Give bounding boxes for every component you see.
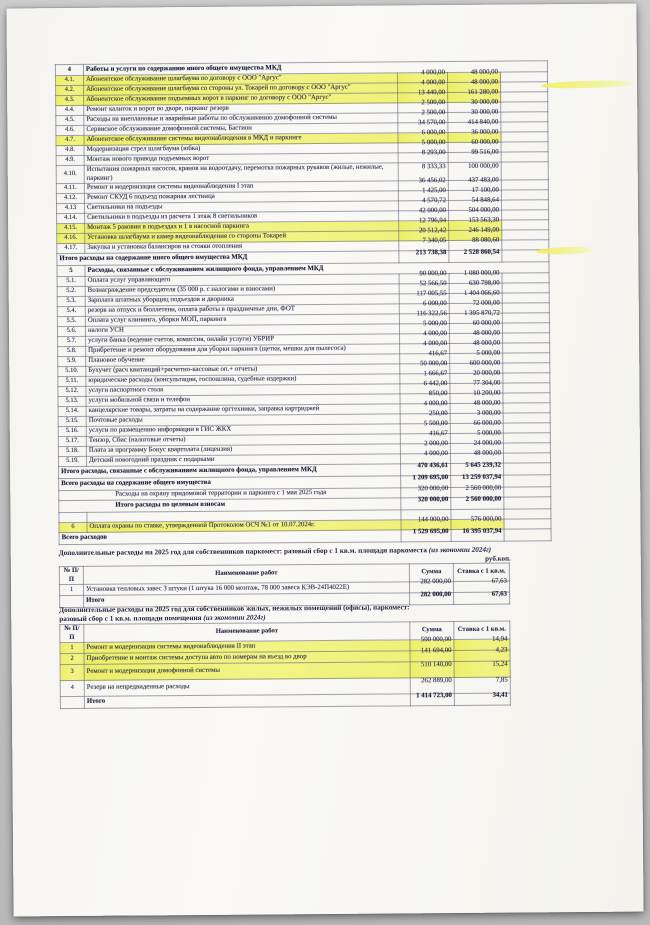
empty-cell [502, 220, 549, 230]
work-description: Бухучет (расч квитанций+расчетно-кассовые оп.+ отчеты) [86, 364, 400, 376]
work-description: услуги по размещению информации в ГИС ЖКХ [86, 424, 400, 436]
work-description: Монтаж нового привода подъемных ворот [84, 153, 398, 165]
work-description: канцелярские товары, затраты на содержание оргтехники, заправка картриджей [86, 404, 400, 416]
empty-cell [502, 273, 549, 283]
sum-cell: 141 694,00 [410, 651, 454, 662]
sum-cell: 510 140,00 [410, 662, 454, 678]
row-number: 5.10. [58, 367, 86, 377]
monthly-sum-cell: 416,67 [400, 354, 450, 364]
row-number: 5.9. [58, 357, 86, 367]
empty-cell [503, 363, 550, 373]
row-number: 5 [57, 266, 85, 277]
total-label: Итого расходы, связанные с обслуживанием жилищного фонда, управлением МКД [59, 464, 401, 479]
empty-cell [502, 323, 549, 333]
work-description: резерв на отпуск и бюллетени, оплата работы в праздничные дни, ФОТ [85, 304, 399, 316]
column-header: № П/П [60, 624, 84, 642]
row-number: 5.7. [58, 337, 86, 347]
monthly-sum-cell: 250,00 [400, 414, 450, 424]
monthly-sum-cell: 20 512,42 [399, 231, 449, 241]
empty-cell [502, 210, 549, 220]
sum-cell: 282 000,00 [409, 582, 453, 593]
monthly-sum-cell: 5 500,00 [400, 424, 450, 434]
empty-cell [501, 132, 548, 142]
monthly-sum-cell: 320 000,00 [401, 498, 451, 510]
monthly-sum-cell: 116 322,56 [399, 314, 449, 324]
yearly-sum-cell: 36 000,00 [448, 132, 501, 142]
table-a-title: Дополнительные расходы на 2025 год для собственников паркомест: разовый сбор с 1 кв.м. площади паркоместа (из экономии 2024г) [58, 545, 492, 558]
empty-cell [501, 112, 548, 122]
yearly-sum-cell: 48 000,00 [450, 343, 503, 353]
work-description: Светильники на подъезды [84, 201, 398, 213]
yearly-sum-cell: 5 000,00 [450, 433, 503, 443]
yearly-sum-cell: 88 080,60 [449, 240, 502, 250]
work-description: услуги банка (ведение счетов, комиссия, онлайн услуги) УБРИР [86, 334, 400, 346]
yearly-sum-cell: 153 563,30 [449, 220, 502, 230]
monthly-sum-cell: 4 570,72 [398, 201, 448, 211]
row-number: 4.16. [57, 234, 85, 244]
monthly-sum-cell: 4 000,00 [398, 83, 448, 93]
row-number: 4.4. [56, 105, 84, 115]
row-number: 5.4. [57, 307, 85, 317]
rate-cell: 67,63 [454, 592, 510, 604]
monthly-sum-cell: 144 000,00 [401, 520, 451, 530]
monthly-sum-cell: 4 000,00 [397, 73, 447, 83]
row-number: 4.14. [57, 214, 85, 224]
work-description: налоги УСН [85, 324, 399, 336]
yearly-sum-cell: 2 560 000,00 [451, 487, 504, 497]
premises-extra-section [59, 603, 511, 710]
work-description: Установка тепловых завес 3 штуки (1 штука 16 000 монтаж, 78 000 завеса КЭВ-24П4022Е) [83, 582, 409, 596]
yearly-sum-cell: 60 000,00 [449, 323, 502, 333]
monthly-sum-cell: 2 000,00 [400, 444, 450, 454]
total-label: Всего расходов [59, 530, 401, 545]
table-a-unit-note: руб.коп. [485, 554, 511, 563]
monthly-sum-cell: 13 440,00 [398, 93, 448, 103]
column-header: Наименование работ [84, 622, 410, 643]
table-a-tbody [59, 563, 509, 608]
total-label: Итого расходы на содержание иного общего имущества МКД [57, 251, 399, 266]
monthly-sum-cell: 1 529 695,00 [401, 530, 451, 542]
monthly-sum-cell: 470 436,61 [401, 464, 451, 476]
empty-cell [503, 443, 550, 453]
row-number: 4.7. [56, 135, 84, 145]
monthly-sum-cell: 8 333,33 [398, 163, 448, 182]
work-description: Расходы на внеплановые и аварийные работы по обслуживанию домофонной системы [84, 113, 398, 125]
work-description: Монтаж 5 раковин в подъездах и 1 в насосной паркинга [85, 221, 399, 233]
row-number: 5.18. [58, 447, 86, 457]
table-b-title-line1: Дополнительные расходы на 2025 год для собственников жилых, нежилых помещений (офисы), паркомест: [59, 603, 410, 615]
empty-cell [501, 162, 548, 181]
row-number: 4.17. [57, 244, 85, 254]
monthly-sum-cell: 90 000,00 [399, 274, 449, 284]
main-budget-table [55, 60, 552, 545]
work-description: Оплата охраны по ставке, утвержденной Протоколом ОСЧ №1 от 10.07.2024г. [87, 520, 401, 532]
empty-cell [501, 82, 548, 92]
yearly-sum-cell: 77 304,00 [450, 383, 503, 393]
work-description: Закупка и установка балансиров на стояки отопления [85, 241, 399, 253]
total-label: Итого [84, 593, 410, 608]
empty-cell [503, 413, 550, 423]
row-number: 4 [55, 64, 83, 75]
work-description: Ремонт и модернизация системы видеонаблюдения II этап [84, 640, 410, 654]
section-title: Расходы, связанные с обслуживанием жилищного фонда, управлением МКД [85, 262, 549, 277]
empty-cell [502, 240, 549, 250]
row-number: 4.1. [55, 75, 83, 85]
total-label: Итого [84, 694, 410, 709]
row-number: 5.17. [58, 437, 86, 447]
monthly-sum-cell: 850,00 [400, 394, 450, 404]
work-description: Абонентское обслуживание подъемных ворот в паркинг по договору с ООО "Аргус" [84, 93, 398, 105]
sum-cell: 1 414 723,00 [410, 694, 454, 706]
row-number: 5.1. [57, 277, 85, 287]
yearly-sum-cell: 16 395 037,94 [451, 529, 504, 541]
empty-cell [503, 333, 550, 343]
scanned-page [6, 4, 643, 917]
empty-cell [502, 293, 549, 303]
work-description: Приобретение и монтаж системы доступа авто по номерам на въезд во двор [84, 651, 410, 665]
empty-cell [502, 230, 549, 240]
yearly-sum-cell: 414 840,00 [448, 122, 501, 132]
work-description: Почтовые расходы [86, 414, 400, 426]
monthly-sum-cell: 5 000,00 [399, 324, 449, 334]
empty-cell [501, 142, 548, 152]
empty-cell [501, 152, 548, 162]
yearly-sum-cell: 100 000,00 [448, 162, 501, 181]
table-b-title-line2: разовый сбор с 1 кв.м. площади помещения (из экономии 2024г) [59, 613, 266, 624]
empty-cell [502, 283, 549, 293]
monthly-sum-cell: 117 005,55 [399, 294, 449, 304]
table-b-tbody [60, 621, 511, 709]
sum-cell: 282 000,00 [410, 593, 454, 605]
row-number: 5.11. [58, 377, 86, 387]
parking-extra-table [59, 563, 510, 609]
work-description: Модернизация стрел шлагбаума (юбка) [84, 143, 398, 155]
column-header: Сумма [409, 563, 453, 582]
work-description: Абонентское обслуживание системы видеонаблюдения в МКД и паркинге [84, 133, 398, 145]
yearly-sum-cell: 99 516,00 [448, 152, 501, 162]
row-number: 1 [59, 585, 83, 596]
column-header: Ставка с 1 кв.м. [454, 621, 510, 640]
row-number: 4.5. [56, 115, 84, 125]
work-description: Детский новогодний праздник с подарками [86, 454, 400, 466]
work-description: Испытания пожарных насосов, кранов на водоотдачу, перемотка пожарных рукавов (жилые, нежилые, паркинг) [84, 163, 398, 184]
yearly-sum-cell: 161 280,00 [448, 92, 501, 102]
rate-cell: 15,24 [454, 661, 510, 677]
work-description: Светильники в подъезды из расчета 1 этаж 8 светильников [85, 211, 399, 223]
work-description: Резерв на непредвиденные расходы [84, 678, 410, 697]
monthly-sum-cell: 213 738,38 [399, 251, 449, 263]
row-number: 5.13. [58, 397, 86, 407]
empty-cell [503, 423, 550, 433]
column-header: Ставка с 1 кв.м. [453, 563, 509, 582]
rate-cell: 7,85 [454, 677, 510, 693]
yearly-sum-cell: 246 149,00 [449, 230, 502, 240]
total-label: Итого расходы по целевым взносам [59, 498, 401, 513]
yearly-sum-cell: 30 000,00 [448, 112, 501, 122]
work-description: Плата за программу Бонус квартплата (лицензия) [86, 444, 400, 456]
empty-cell [501, 102, 548, 112]
yearly-sum-cell: 48 000,00 [450, 403, 503, 413]
work-description: Установка шлагбаума и камер видеонаблюдения со стороны Токарей [85, 231, 399, 243]
monthly-sum-cell: 4 000,00 [400, 344, 450, 354]
row-number: 6 [59, 523, 87, 533]
work-description: Абонентское обслуживание шлагбаума по договору с ООО "Аргус" [83, 73, 397, 85]
yearly-sum-cell: 5 000,00 [450, 353, 503, 363]
work-description: Прибретение и ремонт оборудования для уборки паркинга (щетки, мешки для пылесоса) [86, 344, 400, 356]
empty-cell [501, 122, 548, 132]
row-number: 5.16. [58, 427, 86, 437]
total-row [60, 693, 510, 709]
work-description: услуги мобильной связи и телефон [86, 394, 400, 406]
empty-cell [504, 529, 551, 541]
empty-cell [503, 453, 550, 463]
rate-cell: 14,94 [454, 639, 510, 650]
yearly-sum-cell: 48 000,00 [447, 72, 500, 82]
empty-cell [503, 433, 550, 443]
empty-cell [503, 403, 550, 413]
empty-cell [503, 383, 550, 393]
monthly-sum-cell: 1 425,00 [398, 191, 448, 201]
row-number: 4.9. [56, 155, 84, 165]
yearly-sum-cell: 1 395 870,72 [449, 313, 502, 323]
yearly-sum-cell: 10 200,00 [450, 393, 503, 403]
section-title: Работы и услуги по содержанию иного общего имущества МКД [83, 61, 547, 76]
monthly-sum-cell: 42 000,00 [399, 211, 449, 221]
work-description: Сервисное обслуживание домофонной системы, Бастион [84, 123, 398, 135]
monthly-sum-cell: 1 666,67 [400, 374, 450, 384]
main-tbody [55, 61, 551, 545]
column-header: № П/П [59, 566, 83, 584]
work-description: Ремонт калиток и ворот во дворе, паркинг резерв [84, 103, 398, 115]
monthly-sum-cell: 12 796,94 [399, 221, 449, 231]
row-number: 4.3. [56, 95, 84, 105]
yearly-sum-cell: 48 000,00 [450, 333, 503, 343]
row-number: 5.12. [58, 387, 86, 397]
rate-cell: 67,63 [453, 581, 509, 592]
empty-cell [504, 497, 551, 509]
premises-extra-table [59, 621, 511, 710]
yearly-sum-cell: 576 000,00 [451, 519, 504, 529]
monthly-sum-cell: 5 000,00 [398, 143, 448, 153]
empty-cell [503, 343, 550, 353]
row-number: 4 [60, 681, 84, 697]
yearly-sum-cell: 24 000,00 [450, 443, 503, 453]
monthly-sum-cell: 6 000,00 [398, 133, 448, 143]
row-number: 5.5. [57, 317, 85, 327]
monthly-sum-cell: 36 456,02 [398, 181, 448, 191]
yearly-sum-cell: 66 000,00 [450, 423, 503, 433]
empty-cell [502, 313, 549, 323]
work-description: юридические расходы (консультации, госпошлина, судебные издержки) [86, 374, 400, 386]
monthly-sum-cell: 416,67 [400, 434, 450, 444]
row-number: 5.15. [58, 417, 86, 427]
monthly-sum-cell: 2 500,00 [398, 103, 448, 113]
row-number: 4.6. [56, 125, 84, 135]
yearly-sum-cell: 600 000,00 [450, 363, 503, 373]
work-description: услуги паспортного стола [86, 384, 400, 396]
work-description: Зарплата штатных уборщиц подъездов и дворника [85, 294, 399, 306]
row-number: 4.15. [57, 224, 85, 234]
monthly-sum-cell: 50 000,00 [400, 364, 450, 374]
yearly-sum-cell: 3 000,00 [450, 413, 503, 423]
column-header: Сумма [410, 621, 454, 640]
row-number: 4.10. [56, 165, 84, 183]
rate-cell: 4,23 [454, 650, 510, 661]
work-description: Абонентское обслуживание шлагбаума со стороны ул. Токарей по договору с ООО "Аргус" [84, 83, 398, 95]
yearly-sum-cell: 20 000,00 [450, 373, 503, 383]
monthly-sum-cell: 4 000,00 [400, 404, 450, 414]
yearly-sum-cell: 60 000,00 [448, 142, 501, 152]
monthly-sum-cell: 4 000,00 [400, 334, 450, 344]
empty-cell [504, 487, 551, 497]
work-description: Плановое обучение [86, 354, 400, 366]
empty-cell [503, 373, 550, 383]
empty-cell [501, 190, 548, 200]
empty-cell [500, 72, 547, 82]
empty-cell [504, 463, 551, 475]
sum-cell: 262 889,00 [410, 678, 454, 694]
total-label: Всего расходы на содержание общего имущества [59, 476, 401, 491]
yearly-sum-cell: 1 404 066,60 [449, 293, 502, 303]
yearly-sum-cell: 48 000,00 [450, 453, 503, 463]
monthly-sum-cell: 7 340,05 [399, 241, 449, 251]
yearly-sum-cell: 13 259 037,94 [451, 475, 504, 487]
total-label: Расходы на охрану придомовой территории и паркинга с 1 мая 2025 года [59, 488, 401, 501]
parking-extra-section [59, 546, 511, 609]
work-description: Ремонт и модернизация системы видеонаблюдения I этап [84, 181, 398, 193]
sum-cell: 500 000,00 [410, 640, 454, 651]
main-budget-table-wrap [55, 60, 552, 545]
work-description: Вознаграждение председателя (35 000 р. с налогами и взносами) [85, 284, 399, 296]
work-description: Оплата услуг клининга, уборки МОП, паркинга [85, 314, 399, 326]
yearly-sum-cell: 54 848,64 [448, 200, 501, 210]
column-header: Наименование работ [83, 564, 409, 585]
empty-cell [504, 519, 551, 529]
monthly-sum-cell: 1 209 695,00 [401, 476, 451, 488]
yearly-sum-cell: 504 000,00 [449, 210, 502, 220]
row-number: 4.12. [56, 194, 84, 204]
empty-cell [501, 200, 548, 210]
row-number: 5.3. [57, 297, 85, 307]
monthly-sum-cell: 8 293,00 [398, 153, 448, 163]
monthly-sum-cell: 2 500,00 [398, 113, 448, 123]
yearly-sum-cell: 5 645 239,32 [451, 463, 504, 475]
empty-cell [502, 303, 549, 313]
monthly-sum-cell: 52 566,50 [399, 284, 449, 294]
empty-cell [502, 250, 549, 262]
row-number: 4.11. [56, 184, 84, 194]
rate-cell: 34,41 [454, 693, 510, 705]
yearly-sum-cell: 630 798,00 [449, 283, 502, 293]
work-description: Ремонт и модернизация домофонной системы [84, 662, 410, 681]
monthly-sum-cell: 6 000,00 [399, 304, 449, 314]
monthly-sum-cell: 6 442,00 [400, 384, 450, 394]
monthly-sum-cell: 4 000,00 [400, 454, 450, 464]
row-number: 5.8. [58, 347, 86, 357]
monthly-sum-cell: 34 570,00 [398, 123, 448, 133]
empty-cell [504, 475, 551, 487]
work-description: Ремонт СКУД 6 подъезд пожарная лестница [84, 191, 398, 203]
yearly-sum-cell: 17 100,00 [448, 190, 501, 200]
yearly-sum-cell: 1 080 000,00 [449, 273, 502, 283]
empty-cell [503, 393, 550, 403]
empty-cell [503, 353, 550, 363]
row-number: 2 [60, 654, 84, 665]
yearly-sum-cell: 48 000,00 [448, 82, 501, 92]
empty-cell [501, 92, 548, 102]
work-description: Тензор, Сбис (налоговые отчеты) [86, 434, 400, 446]
row-number: 5.19. [58, 457, 86, 467]
row-number: 1 [60, 643, 84, 654]
marker-streak [541, 80, 637, 90]
row-number: 5.2. [57, 287, 85, 297]
yearly-sum-cell: 437 483,00 [448, 180, 501, 190]
row-number: 3 [60, 665, 84, 681]
yearly-sum-cell: 2 528 860,54 [449, 250, 502, 262]
empty-cell [501, 180, 548, 190]
monthly-sum-cell: 320 000,00 [401, 488, 451, 498]
yearly-sum-cell: 72 000,00 [449, 303, 502, 313]
row-number: 4.2. [56, 85, 84, 95]
row-number: 4.13 [56, 204, 84, 214]
row-number: 4.8. [56, 145, 84, 155]
row-number: 5.6. [57, 327, 85, 337]
yearly-sum-cell: 30 000,00 [448, 102, 501, 112]
yearly-sum-cell: 2 560 000,00 [451, 497, 504, 509]
row-number: 5.14. [58, 407, 86, 417]
work-description: Оплата услуг управляющего [85, 274, 399, 286]
